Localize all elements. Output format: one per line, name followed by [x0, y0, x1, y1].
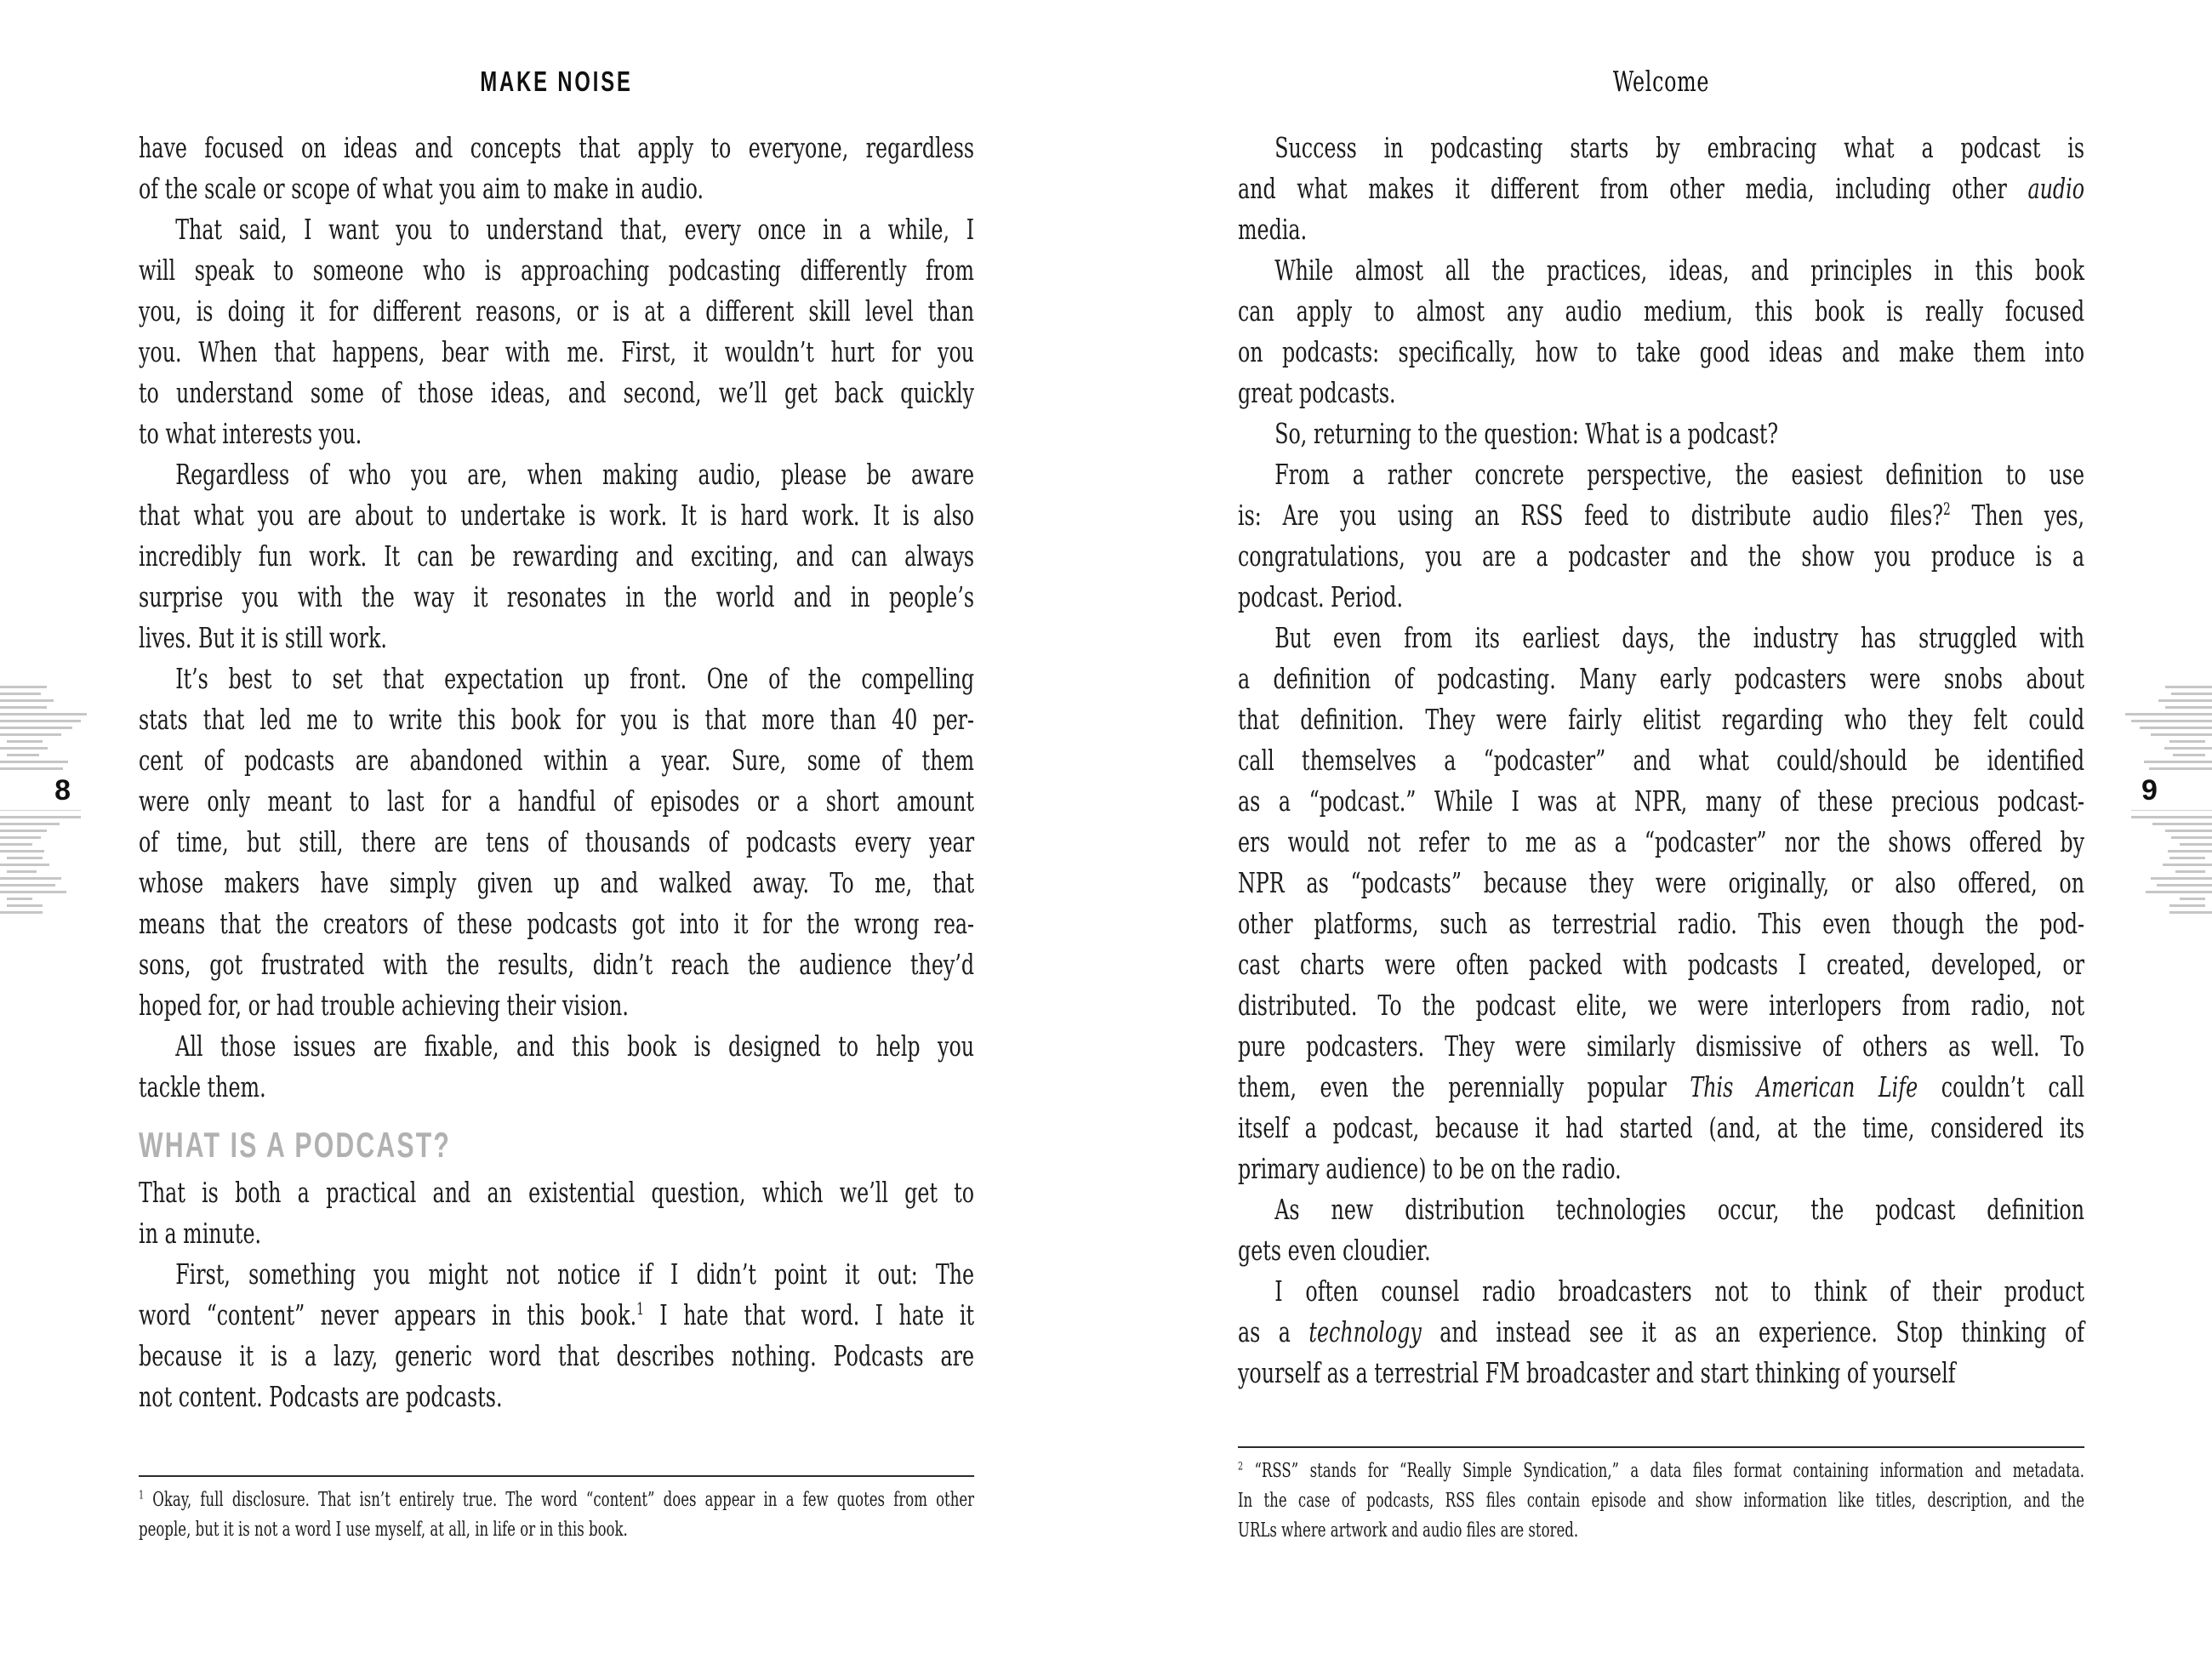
waveform-line — [2171, 836, 2212, 839]
text-line: That said, I want you to understand that, every once in a while, I — [175, 213, 975, 246]
waveform-line — [0, 823, 60, 825]
waveform-line — [2131, 720, 2212, 722]
waveform-line — [0, 836, 41, 839]
waveform-line — [2149, 767, 2212, 770]
text-line: them, even the perennially popular This American Life couldn’t call — [1238, 1070, 2085, 1103]
text-line: First, something you might not notice if I didn’t point it out: The — [175, 1257, 975, 1291]
footnote-line: people, but it is not a word I use myself, at all, in life or in this book. — [139, 1519, 628, 1541]
text-line: congratulations, you are a podcaster and the show you produce is a — [1238, 539, 2085, 573]
running-header-right: Welcome — [1612, 65, 1710, 98]
waveform-line — [2140, 727, 2212, 729]
waveform-line — [2165, 830, 2212, 832]
text-line: that definition. They were fairly elitist regarding who they felt could — [1238, 703, 2085, 736]
waveform-line — [2157, 884, 2212, 887]
waveform-line — [0, 767, 63, 770]
text-line: to what interests you. — [139, 417, 362, 450]
text-line: tackle them. — [139, 1070, 266, 1103]
footnote-line: $^2$ “RSS” stands for “Really Simple Syndication,” a data files format containing information and metadata. — [1238, 1460, 2085, 1482]
waveform-line — [0, 884, 55, 887]
waveform-line — [2146, 891, 2212, 893]
text-line: All those issues are fixable, and this book is designed to help you — [175, 1029, 975, 1063]
text-line: great podcasts. — [1238, 376, 1396, 409]
page-body-left — [139, 128, 974, 1417]
waveform-decoration — [2067, 686, 2212, 770]
waveform-line — [0, 727, 72, 729]
waveform-line — [0, 850, 44, 852]
waveform-line — [0, 843, 32, 846]
text-line: because it is a lazy, generic word that describes nothing. Podcasts are — [139, 1339, 975, 1372]
waveform-line — [7, 870, 37, 873]
waveform-line — [2175, 870, 2205, 873]
text-line: surprise you with the way it resonates in the world and in people’s — [139, 580, 975, 613]
waveform-line — [7, 740, 43, 743]
footnote-left — [139, 1475, 974, 1545]
text-line: lives. But it is still work. — [139, 621, 387, 654]
text-line: cast charts were often packed with podcasts I created, developed, or — [1238, 948, 2085, 981]
footnote-text — [139, 1485, 974, 1545]
text-line: incredibly fun work. It can be rewarding and exciting, and can always — [139, 539, 975, 573]
waveform-line — [7, 754, 39, 756]
text-line: you, is doing it for different reasons, or is at a different skill level than — [139, 294, 975, 328]
text-line: word “content” never appears in this book.$^1$ I hate that word. I hate it — [139, 1298, 975, 1331]
waveform-decoration — [2067, 816, 2212, 914]
text-line: So, returning to the question: What is a podcast? — [1274, 417, 1779, 450]
text-line: of the scale or scope of what you aim to make in audio. — [139, 172, 704, 205]
text-line: NPR as “podcasts” because they were originally, or also offered, on — [1238, 866, 2085, 899]
waveform-line — [2173, 754, 2205, 756]
text-line: gets even cloudier. — [1238, 1234, 1431, 1267]
text-line: stats that led me to write this book for you is that more than 40 per- — [139, 703, 975, 736]
text-line: call themselves a “podcaster” and what could/should be identified — [1238, 744, 2085, 777]
footnote-rule — [139, 1475, 974, 1477]
page-body-right — [1238, 128, 2084, 1394]
text-line: have focused on ideas and concepts that apply to everyone, regardless — [139, 131, 975, 164]
text-line: sons, got frustrated with the results, didn’t reach the audience they’d — [139, 948, 975, 981]
text-line: cent of podcasts are abandoned within a year. Sure, some of them — [139, 744, 975, 777]
text-line: to understand some of those ideas, and second, we’ll get back quickly — [139, 376, 975, 409]
text-line: Regardless of who you are, when making audio, please be aware — [175, 458, 975, 491]
waveform-line — [2165, 686, 2212, 688]
running-header-left: MAKE NOISE — [480, 66, 633, 97]
waveform-line — [2164, 747, 2212, 750]
page-number-left: 8 — [54, 774, 71, 807]
waveform-line — [2158, 699, 2212, 702]
text-line: not content. Podcasts are podcasts. — [139, 1380, 503, 1413]
text-line: in a minute. — [139, 1217, 262, 1250]
text-line: as a technology and instead see it as an experience. Stop thinking of — [1238, 1315, 2085, 1348]
waveform-line — [0, 816, 81, 818]
text-line: you. When that happens, bear with me. First, it wouldn’t hurt for you — [139, 335, 975, 368]
waveform-line — [0, 747, 48, 750]
text-line: will speak to someone who is approaching podcasting differently from — [139, 254, 975, 287]
waveform-line — [0, 911, 43, 914]
waveform-line — [7, 904, 43, 907]
page-number-rule — [0, 810, 81, 811]
waveform-line — [2165, 706, 2212, 709]
waveform-line — [0, 733, 61, 736]
waveform-line — [2168, 850, 2212, 852]
waveform-line — [2169, 740, 2205, 743]
waveform-line — [2163, 864, 2212, 866]
waveform-line — [2152, 823, 2212, 825]
text-line: primary audience) to be on the radio. — [1238, 1152, 1622, 1185]
text-line: as a “podcast.” While I was at NPR, many of these precious podcast- — [1238, 784, 2085, 818]
waveform-line — [0, 686, 47, 688]
page-number-rule — [2131, 810, 2212, 811]
text-line: ers would not refer to me as a “podcaster” nor the shows offered by — [1238, 825, 2085, 858]
text-line: It’s best to set that expectation up front. One of the compelling — [175, 662, 975, 695]
text-line: on podcasts: specifically, how to take good ideas and make them into — [1238, 335, 2085, 368]
waveform-line — [0, 720, 81, 722]
text-line: a definition of podcasting. Many early podcasters were snobs about — [1238, 662, 2085, 695]
waveform-line — [0, 706, 47, 709]
footnote-line: In the case of podcasts, RSS files contain episode and show information like titles, description, and the — [1238, 1490, 2085, 1512]
waveform-line — [2151, 733, 2212, 736]
text-line: podcast. Period. — [1238, 580, 1404, 613]
waveform-line — [7, 898, 32, 900]
text-line: I often counsel radio broadcasters not to think of their product — [1274, 1274, 2085, 1308]
text-line: From a rather concrete perspective, the easiest definition to use — [1274, 458, 2085, 491]
text-line: As new distribution technologies occur, the podcast definition — [1274, 1193, 2085, 1226]
footnote-rule — [1238, 1446, 2084, 1448]
text-line: pure podcasters. They were similarly dismissive of others as well. To — [1238, 1029, 2085, 1063]
text-line: were only meant to last for a handful of episodes or a short amount — [139, 784, 975, 818]
page-number-right: 9 — [2141, 774, 2158, 807]
book-page-right — [1238, 0, 2084, 1659]
waveform-line — [0, 693, 41, 695]
text-line: and what makes it different from other media, including other audio — [1238, 172, 2085, 205]
text-line: itself a podcast, because it had started (and, at the time, considered its — [1238, 1111, 2085, 1144]
footnote-line: URLs where artwork and audio files are stored. — [1238, 1519, 1579, 1542]
footnote-line: $^1$ Okay, full disclosure. That isn’t entirely true. The word “content” does appear in a few quotes from other — [139, 1489, 975, 1511]
waveform-line — [2169, 911, 2212, 914]
text-line: of time, but still, there are tens of thousands of podcasts every year — [139, 825, 975, 858]
waveform-line — [0, 830, 47, 832]
waveform-line — [2180, 898, 2205, 900]
page-number-decoration-right — [2067, 686, 2212, 918]
waveform-line — [0, 713, 87, 715]
waveform-line — [2151, 877, 2212, 880]
waveform-line — [2131, 816, 2212, 818]
book-page-left — [139, 0, 974, 1659]
waveform-decoration — [0, 686, 145, 770]
text-line: whose makers have simply given up and walked away. To me, that — [139, 866, 975, 899]
text-line: hoped for, or had trouble achieving their vision. — [139, 989, 629, 1022]
waveform-line — [0, 877, 61, 880]
text-line: other platforms, such as terrestrial radio. This even though the pod- — [1238, 907, 2085, 940]
waveform-line — [2180, 843, 2212, 846]
text-line: yourself as a terrestrial FM broadcaster and start thinking of yourself — [1238, 1356, 1956, 1389]
text-line: distributed. To the podcast elite, we were interlopers from radio, not — [1238, 989, 2085, 1022]
waveform-line — [2169, 857, 2205, 859]
text-line: can apply to almost any audio medium, this book is really focused — [1238, 294, 2085, 328]
waveform-line — [2125, 713, 2212, 715]
waveform-line — [2171, 693, 2212, 695]
waveform-line — [0, 864, 49, 866]
footnote-text — [1238, 1457, 2084, 1546]
text-line: media. — [1238, 213, 1308, 246]
waveform-line — [7, 857, 43, 859]
section-heading: WHAT IS A PODCAST? — [139, 1125, 452, 1165]
text-line: means that the creators of these podcasts got into it for the wrong rea- — [139, 907, 975, 940]
waveform-line — [2169, 904, 2205, 907]
footnote-right — [1238, 1446, 2084, 1546]
text-line: While almost all the practices, ideas, and principles in this book — [1274, 254, 2085, 287]
text-line: But even from its earliest days, the industry has struggled with — [1274, 621, 2085, 654]
waveform-decoration — [0, 816, 145, 914]
text-line: That is both a practical and an existential question, which we’ll get to — [139, 1176, 975, 1209]
page-number-decoration-left — [0, 686, 145, 918]
waveform-line — [0, 699, 54, 702]
text-line: that what you are about to undertake is work. It is hard work. It is also — [139, 499, 975, 532]
waveform-line — [2144, 761, 2212, 763]
waveform-line — [0, 761, 68, 763]
text-line: Success in podcasting starts by embracing what a podcast is — [1274, 131, 2085, 164]
waveform-line — [0, 891, 66, 893]
text-line: is: Are you using an RSS feed to distribute audio files?$^2$ Then yes, — [1238, 499, 2085, 532]
